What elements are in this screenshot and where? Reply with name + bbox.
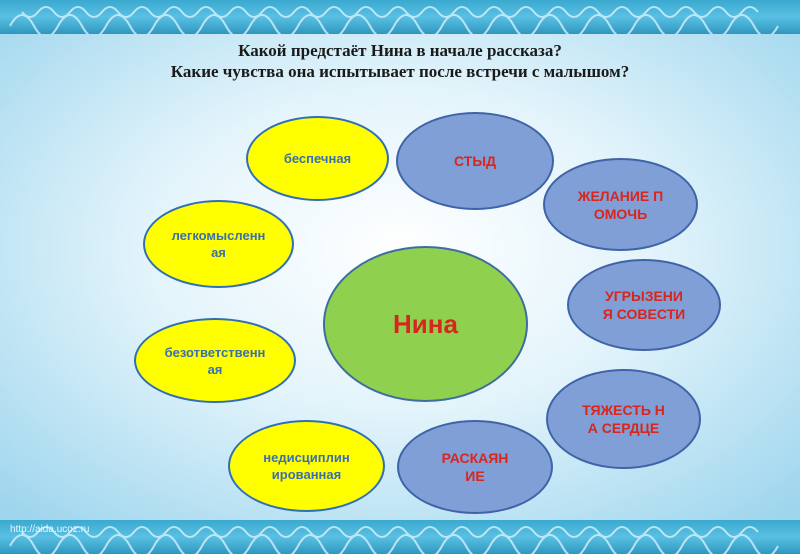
trait-bubble-2: [143, 200, 294, 288]
feeling-label: ТЯЖЕСТЬ НА СЕРДЦЕ: [582, 402, 665, 436]
feeling-label: УГРЫЗЕНИЯ СОВЕСТИ: [602, 288, 686, 322]
swirl-ornament-top: [0, 0, 800, 34]
feeling-label: РАСКАЯНИЕ: [441, 450, 509, 484]
center-bubble-nina: [323, 246, 528, 402]
decorative-border-bottom: [0, 520, 800, 554]
source-watermark: http://aida.ucoz.ru: [10, 524, 90, 535]
feeling-bubble-3: [567, 259, 721, 351]
slide-heading: [0, 40, 800, 82]
trait-label: недисциплинированная: [263, 450, 350, 482]
trait-label: легкомысленная: [171, 228, 266, 260]
trait-bubble-4: [228, 420, 385, 512]
feeling-bubble-4: [546, 369, 701, 469]
trait-bubble-3: [134, 318, 296, 403]
trait-bubble-1: [246, 116, 389, 201]
feeling-bubble-1: [396, 112, 554, 210]
trait-label: беспечная: [283, 151, 352, 166]
heading-line-1: Какой предстаёт Нина в начале рассказа?: [238, 41, 562, 60]
feeling-bubble-2: [543, 158, 698, 251]
center-bubble-label: Нина: [393, 308, 458, 339]
heading-line-2: Какие чувства она испытывает после встречи с малышом?: [170, 62, 630, 81]
decorative-border-top: [0, 0, 800, 34]
feeling-label: СТЫД: [454, 153, 496, 169]
trait-label: безответственная: [164, 344, 266, 377]
feeling-bubble-5: [397, 420, 553, 514]
swirl-ornament-bottom: [0, 520, 800, 554]
feeling-label: ЖЕЛАНИЕ ПОМОЧЬ: [577, 187, 664, 222]
